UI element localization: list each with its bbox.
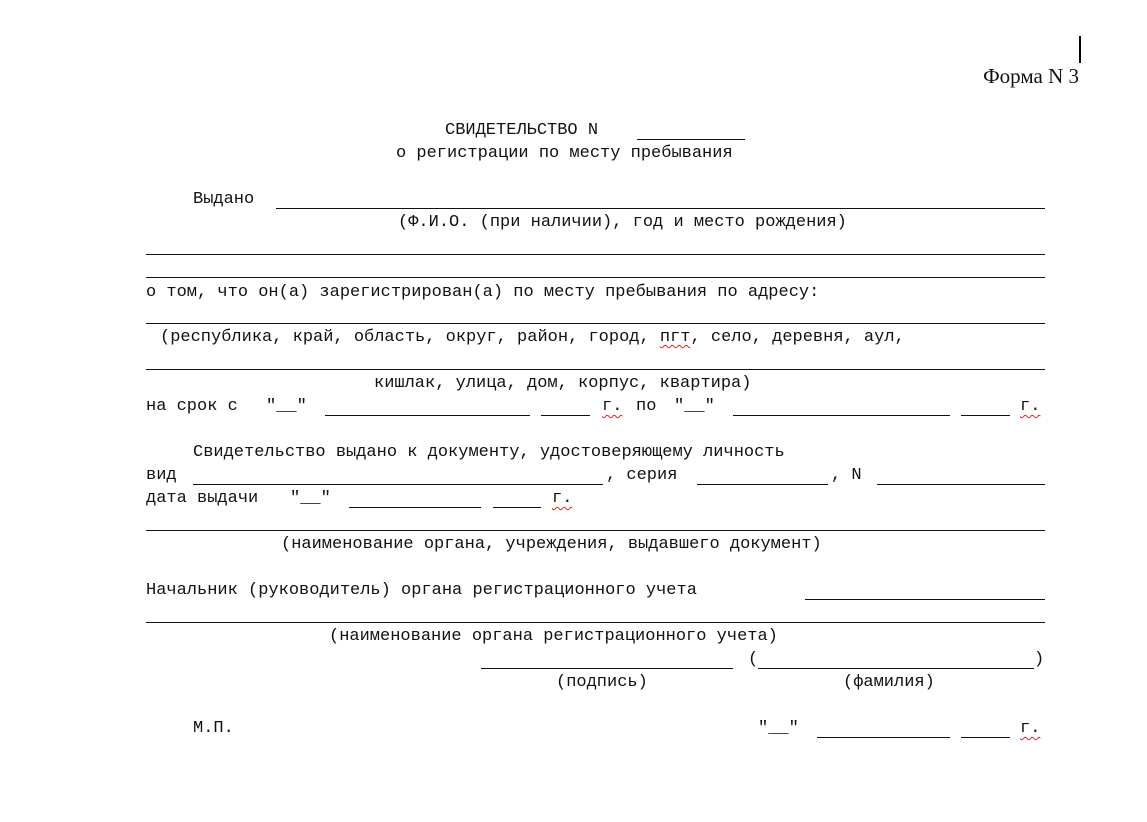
certificate-title: СВИДЕТЕЛЬСТВО N [445,121,599,140]
stamp-date-day: "__" [758,719,799,738]
registration-authority-line [146,622,1045,623]
registered-statement: о том, что он(а) зарегистрирован(а) по месту пребывания по адресу: [146,283,820,302]
term-to-label: по [636,397,657,416]
document-date-year-line [493,507,541,508]
term-from-month-line [325,415,530,416]
document-series-label: , серия [606,466,678,485]
term-prefix: на срок с [146,397,238,416]
chief-line [805,599,1045,600]
issued-hint: (Ф.И.О. (при наличии), год и место рождения) [398,213,847,232]
certificate-number-line [637,139,745,140]
signature-line [481,668,733,669]
document-type-label: вид [146,466,177,485]
term-from-year-line [541,415,590,416]
issued-label: Выдано [193,190,255,209]
certificate-subtitle: о регистрации по месту пребывания [396,144,733,163]
surname-line [758,668,1034,669]
term-from-day: "__" [266,397,307,416]
term-from-year-suffix: г. [602,397,623,416]
issued-to-line [276,208,1045,209]
document-date-day: "__" [290,489,331,508]
term-to-year-suffix: г. [1020,397,1041,416]
address-hint-line2: кишлак, улица, дом, корпус, квартира) [374,374,752,393]
form-number-label: Форма N 3 [983,64,1079,88]
surname-hint: (фамилия) [843,673,935,692]
blank-line [146,254,1045,255]
address-line [146,323,1045,324]
surname-close-paren: ) [1034,650,1045,669]
document-number-line [877,484,1045,485]
term-to-day: "__" [674,397,715,416]
text-cursor [1079,36,1081,63]
stamp-label: М.П. [193,719,234,738]
document-series-line [697,484,828,485]
term-to-month-line [733,415,950,416]
term-to-year-line [961,415,1010,416]
chief-label: Начальник (руководитель) органа регистрационного учета [146,581,697,600]
registration-authority-hint: (наименование органа регистрационного учета) [329,627,778,646]
stamp-date-year-line [961,737,1010,738]
document-date-label: дата выдачи [146,489,259,508]
stamp-date-year-suffix: г. [1020,719,1041,738]
issuing-authority-line [146,530,1045,531]
document-number-label: , N [831,466,862,485]
document-type-line [193,484,603,485]
blank-line [146,277,1045,278]
surname-open-paren: ( [748,650,759,669]
address-hint-line1: (республика, край, область, округ, район, город, пгт, село, деревня, аул, [160,328,905,347]
signature-hint: (подпись) [556,673,648,692]
stamp-date-month-line [817,737,950,738]
document-date-month-line [349,507,481,508]
issuing-authority-hint: (наименование органа, учреждения, выдавшего документ) [281,535,822,554]
address-line [146,369,1045,370]
document-date-year-suffix: г. [552,489,573,508]
document-statement: Свидетельство выдано к документу, удостоверяющему личность [193,443,785,462]
